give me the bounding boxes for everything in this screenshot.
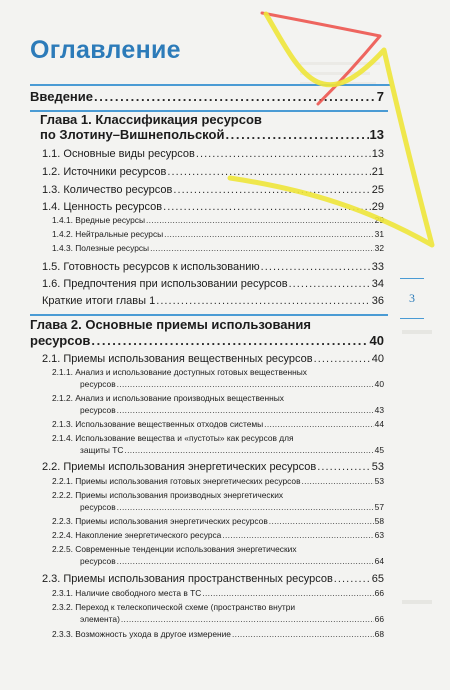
toc-page-number: 36 (371, 295, 384, 307)
leader-dots (222, 531, 373, 541)
leader-dots (289, 278, 371, 291)
toc-label: 2.3. Приемы использования пространственных ресурсов (42, 573, 333, 585)
toc-label: 1.6. Предпочтения при использовании ресурсов (42, 278, 288, 290)
heading-separator (30, 84, 390, 86)
chapter-separator (30, 314, 388, 316)
toc-chapter-1[interactable] (40, 128, 384, 143)
toc-page-number: 53 (374, 476, 384, 486)
toc-subitem[interactable] (80, 503, 384, 513)
toc-page-number: 63 (374, 530, 384, 540)
toc-subitem-line[interactable]: 2.2.2. Приемы использования производных энергетических (52, 490, 284, 500)
toc-subitem[interactable] (52, 630, 384, 640)
toc-subitem[interactable] (52, 230, 384, 240)
toc-item[interactable] (42, 573, 384, 586)
toc-label: элемента) (80, 614, 120, 624)
bleed-through-mark (402, 600, 432, 604)
toc-page-number: 34 (371, 278, 384, 290)
leader-dots (163, 201, 371, 214)
toc-intro[interactable] (30, 90, 384, 105)
toc-page-number: 29 (371, 201, 384, 213)
toc-label: 2.2.4. Накопление энергетического ресурса (52, 530, 222, 540)
toc-page-number: 31 (374, 229, 384, 239)
toc-page-number: 32 (374, 243, 384, 253)
leader-dots (117, 503, 374, 513)
leader-dots (317, 461, 370, 474)
leader-dots (124, 446, 373, 456)
toc-item[interactable] (42, 148, 384, 161)
leader-dots (202, 589, 373, 599)
toc-item[interactable] (42, 461, 384, 474)
toc-label: 1.2. Источники ресурсов (42, 166, 167, 178)
chapter-1-title[interactable]: Глава 1. Классификация ресурсов (40, 112, 262, 127)
leader-dots (91, 334, 368, 349)
leader-dots (196, 148, 371, 161)
toc-label: 2.1. Приемы использования вещественных ресурсов (42, 353, 313, 365)
toc-page-number: 57 (374, 502, 384, 512)
toc-label: по Злотину–Вишнепольской (40, 127, 225, 142)
toc-page-number: 58 (374, 516, 384, 526)
toc-subitem[interactable] (80, 446, 384, 456)
toc-chapter-2[interactable] (30, 334, 384, 349)
leader-dots (269, 517, 374, 527)
toc-label: ресурсов (80, 502, 116, 512)
toc-label: защиты ТС (80, 445, 124, 455)
toc-label: 1.4.3. Полезные ресурсы (52, 243, 150, 253)
toc-item[interactable] (42, 184, 384, 197)
toc-label: 1.1. Основные виды ресурсов (42, 148, 195, 160)
leader-dots (150, 244, 374, 254)
leader-dots (334, 573, 371, 586)
leader-dots (173, 184, 370, 197)
toc-label: 1.4. Ценность ресурсов (42, 201, 163, 213)
leader-dots (117, 380, 374, 390)
leader-dots (314, 353, 371, 366)
leader-dots (117, 557, 374, 567)
toc-subitem-line[interactable]: 2.3.2. Переход к телескопической схеме (пространство внутри (52, 602, 296, 612)
toc-subitem[interactable] (52, 531, 384, 541)
leader-dots (264, 420, 374, 430)
toc-subitem[interactable] (52, 244, 384, 254)
bleed-through-text (300, 62, 380, 65)
toc-label: 2.1.3. Использование вещественных отходов системы (52, 419, 264, 429)
toc-page-number: 43 (374, 405, 384, 415)
toc-subitem[interactable] (52, 517, 384, 527)
toc-subitem-line[interactable]: 2.1.1. Анализ и использование доступных готовых вещественных (52, 367, 307, 377)
toc-label: 1.4.1. Вредные ресурсы (52, 215, 145, 225)
leader-dots (164, 230, 374, 240)
toc-label: 2.2.3. Приемы использования энергетических ресурсов (52, 516, 268, 526)
toc-page-number: 40 (369, 333, 384, 348)
toc-page-number: 44 (374, 419, 384, 429)
toc-label: Введение (30, 89, 93, 104)
leader-dots (146, 216, 374, 226)
page-badge-line-top (400, 278, 424, 279)
toc-page-number: 13 (369, 127, 384, 142)
toc-page-number: 40 (374, 379, 384, 389)
toc-item[interactable] (42, 261, 384, 274)
toc-page-number: 66 (374, 614, 384, 624)
leader-dots (302, 477, 374, 487)
toc-subitem[interactable] (52, 589, 384, 599)
page-title: Оглавление (30, 36, 181, 64)
toc-subitem-line[interactable]: 2.1.4. Использование вещества и «пустоты» как ресурсов для (52, 433, 294, 443)
leader-dots (94, 90, 376, 105)
leader-dots (156, 295, 371, 308)
toc-subitem[interactable] (80, 406, 384, 416)
toc-page-number: 66 (374, 588, 384, 598)
toc-item[interactable] (42, 295, 384, 308)
toc-label: 1.4.2. Нейтральные ресурсы (52, 229, 164, 239)
toc-item[interactable] (42, 166, 384, 179)
toc-page-number: 7 (376, 89, 384, 104)
page-number-badge: 3 (409, 290, 415, 305)
chapter-2-title[interactable]: Глава 2. Основные приемы использования (30, 317, 311, 332)
toc-label: Краткие итоги главы 1 (42, 295, 156, 307)
toc-label: 1.3. Количество ресурсов (42, 184, 173, 196)
toc-page-number: 25 (371, 184, 384, 196)
toc-label: ресурсов (80, 405, 116, 415)
toc-page-number: 33 (371, 261, 384, 273)
toc-page-number: 68 (374, 629, 384, 639)
leader-dots (232, 630, 374, 640)
leader-dots (121, 615, 374, 625)
toc-label: ресурсов (80, 556, 116, 566)
toc-item[interactable] (42, 201, 384, 214)
toc-label: 2.2.1. Приемы использования готовых энергетических ресурсов (52, 476, 301, 486)
toc-page-number: 65 (371, 573, 384, 585)
toc-page-number: 45 (374, 445, 384, 455)
toc-label: 2.3.1. Наличие свободного места в ТС (52, 588, 202, 598)
page-badge-line-bottom (400, 318, 424, 319)
toc-subitem[interactable] (52, 420, 384, 430)
toc-page-number: 53 (371, 461, 384, 473)
toc-label: ресурсов (30, 333, 91, 348)
leader-dots (117, 406, 374, 416)
toc-subitem-line[interactable]: 2.1.2. Анализ и использование производных вещественных (52, 393, 284, 403)
toc-page-number: 21 (371, 166, 384, 178)
toc-item[interactable] (42, 353, 384, 366)
leader-dots (167, 166, 370, 179)
toc-label: ресурсов (80, 379, 116, 389)
toc-label: 2.2. Приемы использования энергетических ресурсов (42, 461, 317, 473)
bleed-through-mark (402, 330, 432, 334)
toc-subitem-line[interactable]: 2.2.5. Современные тенденции использования энергетических (52, 544, 297, 554)
toc-page-number: 29 (374, 215, 384, 225)
leader-dots (261, 261, 371, 274)
toc-page-number: 13 (371, 148, 384, 160)
toc-subitem[interactable] (80, 557, 384, 567)
toc-subitem[interactable] (80, 615, 384, 625)
toc-item[interactable] (42, 278, 384, 291)
toc-page-number: 64 (374, 556, 384, 566)
toc-subitem[interactable] (52, 216, 384, 226)
toc-page-number: 40 (371, 353, 384, 365)
toc-label: 2.3.3. Возможность ухода в другое измерение (52, 629, 231, 639)
toc-subitem[interactable] (80, 380, 384, 390)
bleed-through-text (300, 72, 370, 75)
leader-dots (225, 128, 368, 143)
toc-label: 1.5. Готовность ресурсов к использованию (42, 261, 260, 273)
toc-subitem[interactable] (52, 477, 384, 487)
